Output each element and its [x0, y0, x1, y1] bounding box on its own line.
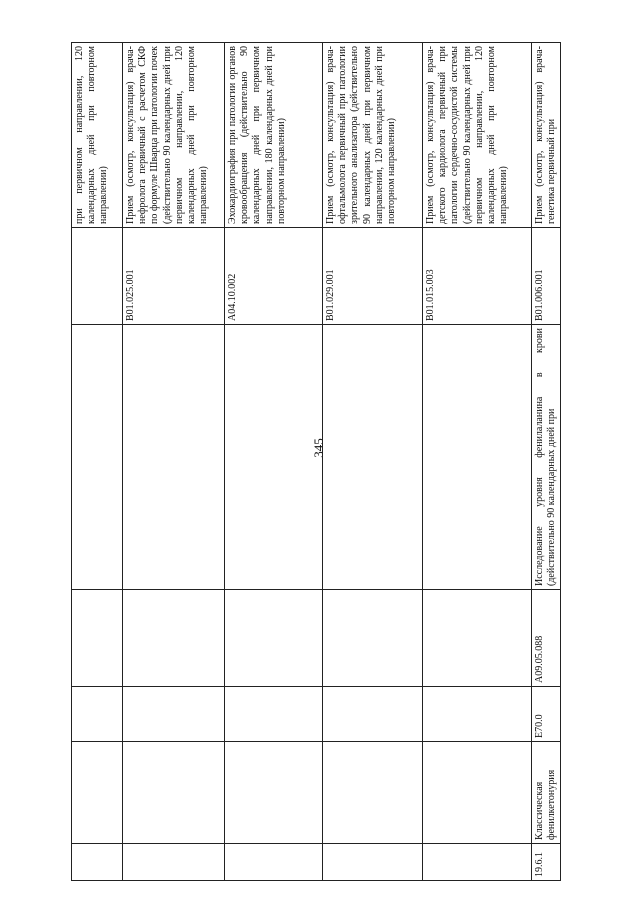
service-description-cell: Прием (осмотр, консультация) врача-детского кардиолога первичный при патологии сердечно-сосудистой системы (действительно 90 календарных дней при первичном направлении, 120 календарных дней при повторном направлении) [423, 43, 532, 228]
lab-code-cell [423, 590, 532, 687]
table-row [123, 43, 225, 881]
lab-code-cell [123, 590, 225, 687]
service-description-cell: Прием (осмотр, консультация) врача-нефролога первичный с расчетом СКФ по формуле Шварца при патологии почек (действительно 90 календарных дней при первичном направлении, 120 календарных дней при повторном направлении) [123, 43, 225, 228]
table-row [532, 43, 561, 881]
services-table [71, 42, 561, 881]
icd-code-cell: E70.0 [532, 687, 561, 742]
icd-code-cell [225, 687, 323, 742]
icd-code-cell [323, 687, 423, 742]
service-description-cell: Эхокардиография при патологии органов кровообращения (действительно 90 календарных дней при первичном направлении, 180 календарных дней при повторном направлении) [225, 43, 323, 228]
row-number-cell [323, 844, 423, 881]
nosology-cell [72, 742, 123, 844]
service-code-cell: B01.015.003 [423, 228, 532, 325]
service-code-cell: B01.025.001 [123, 228, 225, 325]
service-description-cell: при первичном направлении, 120 календарных дней при повторном направлении) [72, 43, 123, 228]
service-code-cell: A04.10.002 [225, 228, 323, 325]
nosology-cell [225, 742, 323, 844]
lab-description-cell [123, 325, 225, 590]
rotated-table-area [71, 43, 558, 881]
icd-code-cell [123, 687, 225, 742]
service-code-cell [72, 228, 123, 325]
lab-description-cell: Исследование уровня фенилаланина в крови (действительно 90 календарных дней при [532, 325, 561, 590]
lab-code-cell [323, 590, 423, 687]
lab-code-cell [225, 590, 323, 687]
table-row [423, 43, 532, 881]
nosology-cell [423, 742, 532, 844]
table-sheet [71, 43, 558, 881]
table-row [323, 43, 423, 881]
service-code-cell: B01.006.001 [532, 228, 561, 325]
service-code-cell: B01.029.001 [323, 228, 423, 325]
service-description-cell: Прием (осмотр, консультация) врача-офтальмолога первичный при патологии зрительного анализатора (действительно 90 календарных дней при первичном направлении, 120 календарных дней при повторном направлении) [323, 43, 423, 228]
row-number-cell [123, 844, 225, 881]
page-number: 345 [311, 438, 326, 458]
lab-description-cell [323, 325, 423, 590]
lab-code-cell: A09.05.088 [532, 590, 561, 687]
lab-description-cell [72, 325, 123, 590]
nosology-cell [323, 742, 423, 844]
nosology-cell [123, 742, 225, 844]
lab-description-cell [225, 325, 323, 590]
icd-code-cell [423, 687, 532, 742]
row-number-cell: 19.6.1 [532, 844, 561, 881]
icd-code-cell [72, 687, 123, 742]
table-row [225, 43, 323, 881]
lab-code-cell [72, 590, 123, 687]
service-description-cell: Прием (осмотр, консультация) врача-генетика первичный при [532, 43, 561, 228]
lab-description-cell [423, 325, 532, 590]
nosology-cell: Классическая фенилкетонурия [532, 742, 561, 844]
row-number-cell [72, 844, 123, 881]
table-row [72, 43, 123, 881]
row-number-cell [423, 844, 532, 881]
row-number-cell [225, 844, 323, 881]
